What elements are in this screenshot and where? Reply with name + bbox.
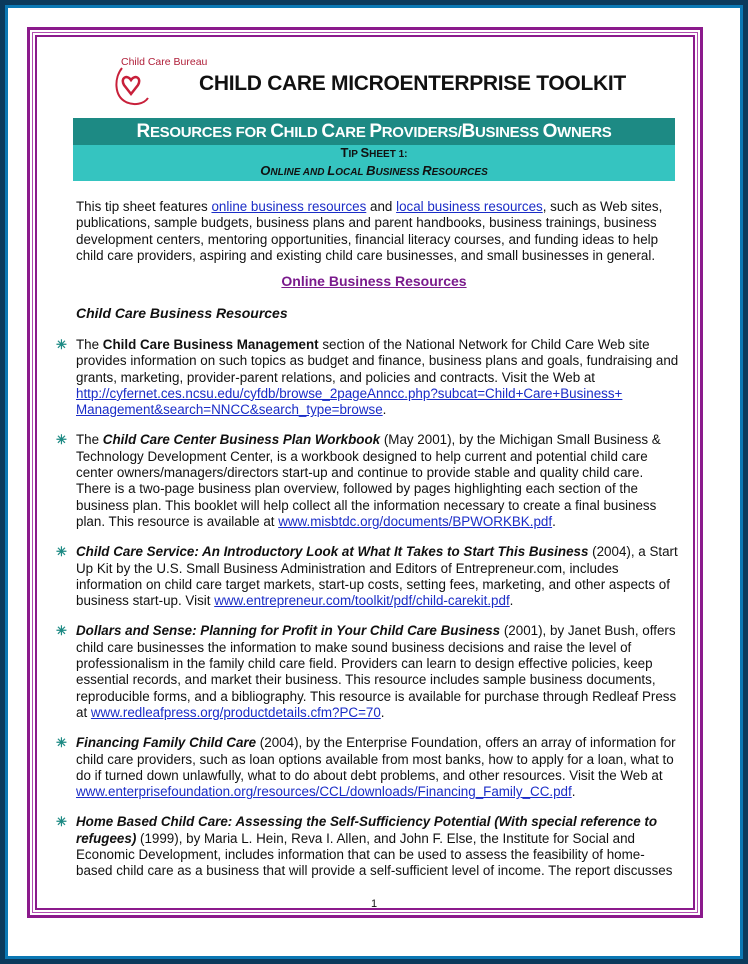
text-line <box>76 544 678 560</box>
text-span: essential records, and market their business. This resource includes sample business documents, <box>76 672 656 688</box>
list-item <box>56 735 678 800</box>
banner-text-part: ESOURCES <box>431 167 488 178</box>
emphasized-text: refugees) <box>76 830 137 846</box>
banner-text-part: B <box>461 121 476 142</box>
list-item <box>56 337 679 418</box>
banner-subtitle <box>73 163 675 181</box>
text-line <box>76 514 678 530</box>
text-span: and <box>366 199 397 214</box>
intro-paragraph <box>76 199 662 264</box>
text-span: . <box>382 402 387 418</box>
text-span: child care businesses the information to make sound business decisions and raise the level of <box>76 639 632 655</box>
text-span: business start-up. Visit <box>76 593 215 609</box>
asterisk-bullet-icon: ✳ <box>56 623 67 639</box>
text-line <box>76 672 678 688</box>
text-span: (May 2001), by the Michigan Small Business & <box>380 432 661 448</box>
resource-list <box>56 337 679 894</box>
text-span: plan. This resource is available at <box>76 513 279 529</box>
banner-text-part: ROVIDERS/ <box>381 124 462 141</box>
asterisk-bullet-icon: ✳ <box>56 432 67 448</box>
banner-text-part: L <box>327 163 336 178</box>
asterisk-bullet-icon: ✳ <box>56 544 67 560</box>
text-line <box>76 577 678 593</box>
resource-link[interactable]: www.misbtdc.org/documents/BPWORKBK.pdf <box>278 513 553 529</box>
emphasized-text: Child Care Service: An Introductory Look at What It Takes to Start This Business <box>76 544 589 560</box>
text-span: . <box>509 593 514 609</box>
list-item <box>56 544 678 609</box>
resource-link[interactable]: Management&search=NNCC&search_type=browse <box>76 402 383 418</box>
text-line <box>76 831 678 847</box>
text-span: Technology Development Center, is a workbook designed to help current and potential child care <box>76 448 648 464</box>
text-line <box>76 465 678 481</box>
text-span: child care providers, aspiring and existing child care businesses, and small businesses in general. <box>76 247 656 263</box>
resource-link[interactable]: online business resources <box>211 199 367 214</box>
text-line <box>76 402 678 418</box>
text-line <box>76 370 678 386</box>
text-line <box>76 232 662 248</box>
resource-link[interactable]: www.entrepreneur.com/toolkit/pdf/child-carekit.pdf <box>214 593 510 609</box>
asterisk-bullet-icon: ✳ <box>56 735 67 751</box>
text-span: grants, marketing, provider-parent relations, and policies and contracts. Visit the Web at <box>76 369 596 385</box>
text-line <box>76 768 678 784</box>
text-span: reproducible forms, and a bibliography. This resource is available for purchase through Redleaf Press <box>76 688 677 704</box>
text-span: (1999), by Maria L. Hein, Reva I. Allen, and John F. Else, the Institute for Social and <box>136 830 635 846</box>
text-span: There is a two-page business plan overview, followed by pages highlighting each section of the <box>76 481 639 497</box>
banner-text-part: S <box>360 145 370 160</box>
banner-title <box>73 118 675 145</box>
subheading: Child Care Business Resources <box>76 305 288 321</box>
text-span: , such as Web sites, <box>542 199 663 214</box>
banner-text-part: O <box>542 121 558 142</box>
banner-text-part: ARE <box>334 124 370 141</box>
text-span: (2001), by Janet Bush, offers <box>500 623 676 639</box>
banner-text-part: R <box>422 163 432 178</box>
banner-text-part: C <box>321 121 335 142</box>
asterisk-bullet-icon: ✳ <box>56 814 67 830</box>
text-line <box>76 432 678 448</box>
text-span: . <box>571 784 576 800</box>
list-item <box>56 623 678 721</box>
tip-sheet-label <box>73 145 675 163</box>
banner-text-part: HEET 1: <box>369 149 408 160</box>
text-span: (2004), by the Enterprise Foundation, offers an array of information for <box>256 735 676 751</box>
text-line <box>76 656 678 672</box>
text-span: based child care as a business that will provide a self-sufficient level of income. The report discusses <box>76 863 673 879</box>
section-heading <box>0 273 748 289</box>
text-line <box>76 481 678 497</box>
child-care-bureau-logo <box>112 56 208 106</box>
banner-text-part: R <box>136 121 150 142</box>
text-line <box>76 215 662 231</box>
text-line <box>76 498 678 514</box>
banner-text-part: O <box>260 163 271 178</box>
banner-text-part: IP <box>348 149 361 160</box>
text-span: Economic Development, includes information that can be used to assess the feasibility of home- <box>76 847 645 863</box>
resource-link[interactable]: www.enterprisefoundation.org/resources/CCL/downloads/Financing_Family_CC.pdf <box>76 784 572 800</box>
text-line <box>76 735 678 751</box>
banner-text-part: HILD <box>283 124 322 141</box>
banner-text-part: T <box>340 145 349 160</box>
asterisk-bullet-icon: ✳ <box>56 337 67 352</box>
online-business-resources-heading[interactable]: Online Business Resources <box>281 273 467 289</box>
text-span: section of the National Network for Child Care Web site <box>318 337 650 352</box>
banner-text-part: ESOURCES FOR <box>149 124 271 141</box>
heart-logo-icon <box>112 64 152 108</box>
text-line <box>76 784 678 800</box>
logo-text: Child Care Bureau <box>121 56 208 68</box>
list-item <box>56 814 678 879</box>
page-number: 1 <box>370 898 378 910</box>
text-line <box>76 386 678 402</box>
text-span: information on child care target markets, start-up costs, setting fees, marketing, and other aspects of <box>76 576 670 592</box>
text-span: provides information on such topics as budget and finance, business plans and goals, fundraising and <box>76 353 679 369</box>
text-span: business plan. This booklet will help collect all the information necessary to create a final business <box>76 497 657 513</box>
banner-text-part: WNERS <box>557 124 612 141</box>
text-line <box>76 623 678 639</box>
text-line <box>76 353 678 369</box>
text-line <box>76 689 678 705</box>
emphasized-text: Home Based Child Care: Assessing the Self-Sufficiency Potential (With special reference to <box>76 814 658 830</box>
text-span: This tip sheet features <box>76 199 212 214</box>
text-span: Up Kit by the U.S. Small Business Administration and Editors of Entrepreneur.com, includes <box>76 560 619 576</box>
text-span: The <box>76 432 103 448</box>
text-line <box>76 337 678 353</box>
text-span: . <box>552 513 556 529</box>
banner-text-part: USINESS <box>475 124 543 141</box>
emphasized-text: Financing Family Child Care <box>76 735 257 751</box>
text-span: child care providers, such as loan options available from most banks, how to apply for a loan, what to <box>76 751 674 767</box>
text-line <box>76 863 678 879</box>
banner-text-part: P <box>369 121 382 142</box>
banner-text-part: NLINE AND <box>270 167 328 178</box>
banner-text-part: B <box>366 163 376 178</box>
text-line <box>76 593 678 609</box>
resource-link[interactable]: local business resources <box>396 199 543 214</box>
banner-text-part: USINESS <box>375 167 423 178</box>
text-line <box>76 561 678 577</box>
text-line <box>76 248 662 264</box>
title-banner <box>73 118 675 181</box>
text-span: The <box>76 337 103 352</box>
toolkit-title: CHILD CARE MICROENTERPRISE TOOLKIT <box>199 72 626 95</box>
emphasized-text: Child Care Center Business Plan Workbook <box>102 432 381 448</box>
text-line <box>76 752 678 768</box>
emphasized-text: Dollars and Sense: Planning for Profit in Your Child Care Business <box>76 623 501 639</box>
text-line <box>76 449 678 465</box>
text-span: professionalism in the family child care field. Providers can learn to design effective policies, keep <box>76 656 653 672</box>
text-span: center owners/managers/directors start-up and continue to provide stable and quality child care. <box>76 465 644 481</box>
text-line <box>76 847 678 863</box>
banner-text-part: C <box>270 121 284 142</box>
resource-link[interactable]: www.redleafpress.org/productdetails.cfm?PC=70 <box>90 704 381 720</box>
text-span: (2004), a Start <box>588 544 678 560</box>
text-line <box>76 199 662 215</box>
text-span: publications, sample budgets, business plans and parent handbooks, business trainings, business <box>76 215 657 231</box>
banner-text-part: OCAL <box>335 167 367 178</box>
text-line <box>76 814 678 830</box>
emphasized-text: Child Care Business Management <box>102 337 319 352</box>
text-line <box>76 640 678 656</box>
resource-link[interactable]: http://cyfernet.ces.ncsu.edu/cyfdb/browse_2pageAnncc.php?subcat=Child+Care+Business+ <box>76 385 623 401</box>
text-span: do if turned down unlawfully, what to do about debt problems, and other resources. Visit the Web at <box>76 767 663 783</box>
text-span: . <box>380 704 385 720</box>
text-span: development centers, mentoring opportunities, financial literacy courses, and funding ideas to help <box>76 231 659 247</box>
text-span: at <box>76 704 91 720</box>
list-item <box>56 432 678 530</box>
text-line <box>76 705 678 721</box>
